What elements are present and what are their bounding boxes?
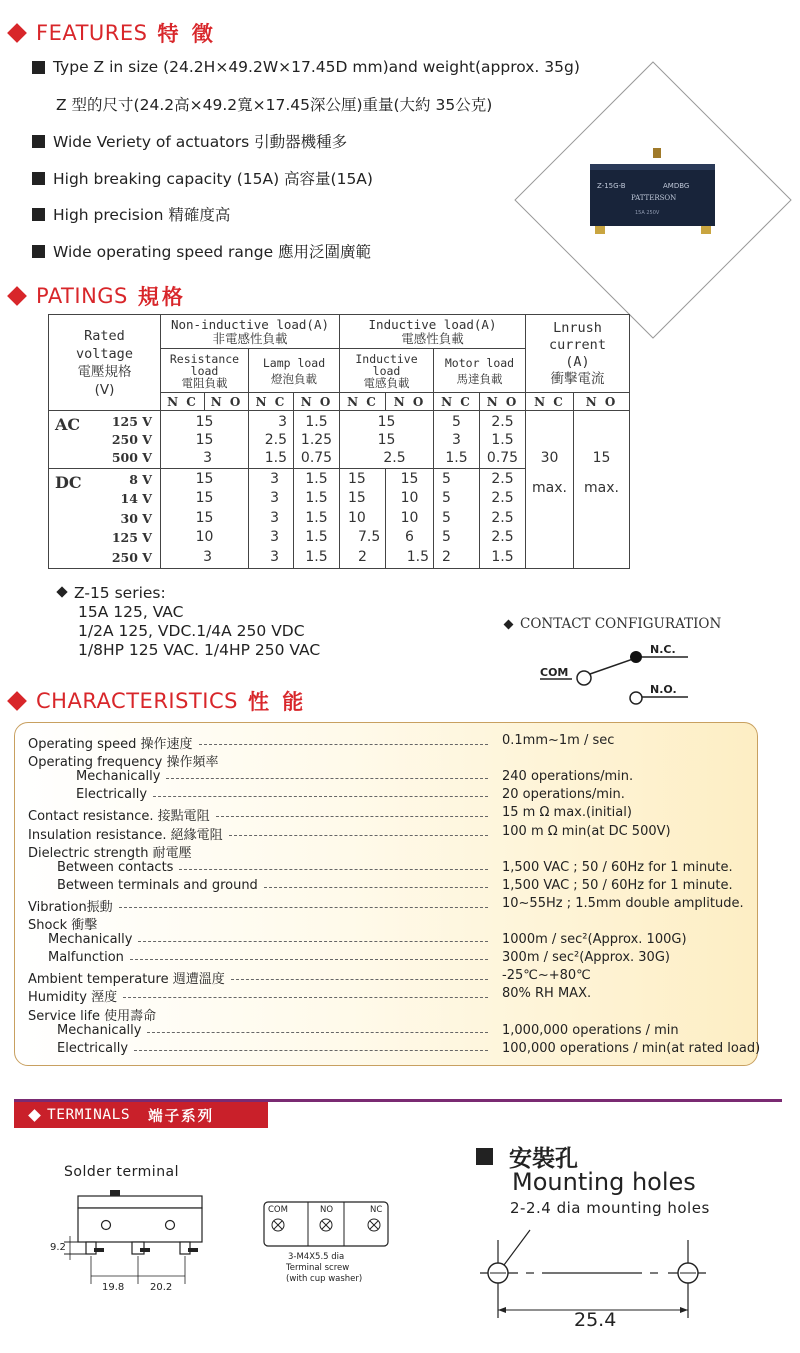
dim-a-label: 19.8	[102, 1282, 125, 1293]
characteristic-value: 100,000 operations / min(at rated load)	[502, 1040, 761, 1056]
characteristic-value: 1,500 VAC ; 50 / 60Hz for 1 minute.	[502, 877, 733, 893]
characteristic-row	[57, 860, 494, 875]
com-screw-label: COM	[268, 1205, 288, 1215]
mount-distance-label: 25.4	[574, 1309, 617, 1331]
no-header: N O	[205, 393, 249, 411]
characteristic-row	[28, 968, 494, 987]
nc-header: N C	[526, 393, 574, 411]
inrush-no-value: 15 max.	[574, 411, 630, 569]
dc-resistance-values: 15 15 15 10 3	[161, 469, 249, 569]
dc-motor-no-values: 2.5 2.5 2.5 2.5 1.5	[480, 469, 526, 569]
characteristic-label: Mechanically	[57, 1022, 142, 1038]
screw-icon	[320, 1219, 332, 1231]
dc-lamp-nc-values: 3 3 3 3 3	[249, 469, 294, 569]
solder-terminal-drawing	[44, 1188, 224, 1298]
characteristic-value: 240 operations/min.	[502, 769, 634, 785]
diamond-bullet-icon	[56, 586, 67, 597]
dc-lamp-no-values: 1.5 1.5 1.5 1.5 1.5	[294, 469, 340, 569]
feature-item: High precision 精確度高	[32, 203, 230, 225]
com-label: COM	[540, 666, 569, 679]
diamond-bullet-icon	[7, 23, 27, 43]
characteristic-value: 300m / sec²(Approx. 30G)	[502, 950, 670, 966]
ac-voltages: 125 V 250 V 500 V	[111, 413, 152, 465]
solder-terminal-label: Solder terminal	[64, 1164, 180, 1180]
ac-motor-no-values: 2.5 1.5 0.75	[480, 411, 526, 469]
no-header: N O	[386, 393, 434, 411]
characteristic-row	[76, 787, 494, 802]
characteristic-label: Contact resistance. 接點電阻	[28, 809, 210, 825]
square-bullet-icon	[32, 61, 45, 74]
motor-header: Motor load 馬達負載	[434, 349, 526, 393]
contact-config-diagram	[536, 638, 696, 708]
characteristic-value: 15 m Ω max.(initial)	[502, 805, 632, 821]
characteristic-value: 80% RH MAX.	[502, 986, 592, 1002]
characteristic-label: Mechanically	[76, 769, 161, 785]
feature-item: Type Z in size (24.2H×49.2W×17.45D mm)and weight(approx. 35g)	[32, 58, 580, 76]
characteristic-value: 1,000,000 operations / min	[502, 1022, 679, 1038]
diamond-bullet-icon	[7, 691, 27, 711]
product-model-text: Z-15G-B	[597, 182, 626, 190]
characteristic-row	[57, 1023, 494, 1038]
characteristic-row	[48, 950, 494, 965]
contact-config-title: CONTACT CONFIGURATION	[505, 616, 721, 632]
characteristic-row	[28, 751, 428, 770]
dot-leader	[147, 1032, 488, 1033]
square-bullet-icon	[32, 208, 45, 221]
square-bullet-icon	[32, 172, 45, 185]
no-header: N O	[480, 393, 526, 411]
dot-leader	[134, 1050, 488, 1051]
characteristic-label: Mechanically	[48, 932, 133, 948]
characteristic-row	[28, 896, 494, 915]
mounting-holes-subtitle: 2-2.4 dia mounting holes	[510, 1199, 710, 1217]
dot-leader	[199, 744, 488, 745]
characteristic-row	[28, 805, 494, 824]
inductive-header: Inductive load(A) 電感性負載	[340, 315, 526, 349]
dc-inductive-no-values: 15 10 10 6 1.5	[386, 469, 434, 569]
characteristics-heading: CHARACTERISTICS 性 能	[10, 686, 306, 716]
mounting-holes-title-en: Mounting holes	[512, 1168, 696, 1196]
ac-label: AC	[55, 415, 81, 434]
ratings-heading: PATINGS 規格	[10, 281, 186, 311]
characteristic-label: Operating frequency 操作頻率	[28, 755, 219, 771]
product-brand-text: PATTERSON	[631, 194, 677, 202]
inrush-header: Lnrush current (A) 衝擊電流	[526, 315, 630, 393]
screw-terminal-drawing	[262, 1200, 392, 1290]
characteristic-value: 100 m Ω min(at DC 500V)	[502, 823, 671, 839]
dot-leader	[130, 959, 488, 960]
diamond-bullet-icon	[7, 286, 27, 306]
no-screw-label: NO	[320, 1205, 334, 1215]
product-photo	[513, 60, 793, 340]
dot-leader	[179, 869, 488, 870]
screw-note-line: 3-M4X5.5 dia	[288, 1252, 345, 1262]
nc-header: N C	[340, 393, 386, 411]
rated-voltage-header: Rated voltage 電壓規格 (V)	[49, 315, 161, 411]
mounting-holes-drawing	[474, 1226, 734, 1336]
product-code-text: AMDBG	[663, 182, 690, 190]
dot-leader	[138, 941, 488, 942]
inductive-load-header: Inductive load 電感負載	[340, 349, 434, 393]
nc-screw-label: NC	[370, 1205, 383, 1215]
characteristic-row	[28, 1005, 428, 1024]
square-bullet-icon	[32, 135, 45, 148]
no-terminal-icon	[630, 692, 642, 704]
characteristic-row	[28, 914, 428, 933]
characteristic-value: 20 operations/min.	[502, 787, 625, 803]
characteristic-label: Ambient temperature 週遭溫度	[28, 972, 225, 988]
characteristic-row	[48, 932, 494, 947]
dot-leader	[229, 835, 488, 836]
characteristic-label: Electrically	[76, 787, 148, 803]
dot-leader	[166, 778, 488, 779]
characteristic-label: Between contacts	[57, 859, 174, 875]
ratings-table	[48, 314, 630, 569]
characteristic-value: 1,500 VAC ; 50 / 60Hz for 1 minute.	[502, 859, 733, 875]
characteristic-row	[28, 824, 494, 843]
characteristic-label: Between terminals and ground	[57, 877, 258, 893]
nc-label: N.C.	[650, 643, 676, 656]
nc-header: N C	[434, 393, 480, 411]
characteristic-row	[76, 769, 494, 784]
screw-note-line: (with cup washer)	[286, 1274, 363, 1284]
diamond-bullet-icon	[504, 619, 514, 629]
characteristic-row	[57, 878, 494, 893]
dot-leader	[231, 979, 488, 980]
characteristic-value: -25℃~+80℃	[502, 968, 591, 984]
ac-resistance-values: 15 15 3	[161, 411, 249, 469]
no-header: N O	[294, 393, 340, 411]
feature-item: Wide operating speed range 應用泛圍廣範	[32, 240, 371, 262]
dot-leader	[153, 796, 488, 797]
dot-leader	[123, 997, 488, 998]
characteristic-label: Vibration振動	[28, 899, 113, 915]
com-terminal-icon	[577, 671, 591, 685]
dc-motor-nc-values: 5 5 5 5 2	[434, 469, 480, 569]
diamond-bullet-icon	[28, 1109, 41, 1122]
characteristic-label: Shock 衝擊	[28, 918, 98, 933]
square-bullet-icon	[476, 1148, 493, 1165]
nc-terminal-icon	[630, 651, 642, 663]
characteristic-label: Humidity 溼度	[28, 990, 118, 1006]
characteristic-label: Operating speed 操作速度	[28, 737, 193, 752]
characteristic-label: Electrically	[57, 1040, 129, 1056]
ac-lamp-nc-values: 3 2.5 1.5	[249, 411, 294, 469]
characteristic-label: Insulation resistance. 絕緣電阻	[28, 827, 223, 843]
feature-item: Wide Veriety of actuators 引動器機種多	[32, 130, 347, 152]
characteristic-label: Malfunction	[48, 950, 124, 966]
no-header: N O	[574, 393, 630, 411]
characteristic-row	[28, 986, 494, 1005]
characteristic-label: Dielectric strength 耐電壓	[28, 845, 192, 861]
characteristic-row	[57, 1041, 494, 1056]
dim-b-label: 20.2	[150, 1282, 173, 1293]
ac-rows	[49, 411, 630, 469]
characteristic-row	[28, 733, 494, 752]
feature-sub-item: Z 型的尺寸(24.2高×49.2寬×17.45深公厘)重量(大約 35公克)	[56, 96, 493, 114]
dot-leader	[119, 907, 488, 908]
screw-icon	[272, 1219, 284, 1231]
terminals-heading: TERMINALS 端子系列	[14, 1102, 268, 1128]
dc-label: DC	[55, 473, 82, 492]
dc-voltages: 8 V 14 V 30 V 125 V 250 V	[111, 471, 152, 565]
dot-leader	[264, 887, 488, 888]
nc-header: N C	[161, 393, 205, 411]
characteristic-value: 10~55Hz ; 1.5mm double amplitude.	[502, 895, 744, 911]
dot-leader	[216, 816, 488, 817]
feature-item: High breaking capacity (15A) 高容量(15A)	[32, 167, 373, 189]
lamp-header: Lamp load 燈泡負載	[249, 349, 340, 393]
ac-motor-nc-values: 5 3 1.5	[434, 411, 480, 469]
screw-icon	[368, 1219, 380, 1231]
characteristic-value: 0.1mm~1m / sec	[502, 733, 615, 748]
ac-inductive-values: 15 15 2.5	[340, 411, 434, 469]
nc-header: N C	[249, 393, 294, 411]
characteristic-label: Service life 使用壽命	[28, 1008, 157, 1024]
ac-lamp-no-values: 1.5 1.25 0.75	[294, 411, 340, 469]
inrush-nc-value: 30 max.	[526, 411, 574, 569]
characteristic-value: 1000m / sec²(Approx. 100G)	[502, 932, 687, 948]
mounting-holes-title-zh: 安裝孔	[476, 1140, 578, 1173]
screw-note-line: Terminal screw	[286, 1263, 350, 1273]
resistance-header: Resistance load 電阻負載	[161, 349, 249, 393]
dim-height-label: 9.2	[50, 1242, 66, 1253]
characteristic-row	[28, 842, 428, 861]
dc-inductive-nc-values: 15 15 10 7.5 2	[340, 469, 386, 569]
non-inductive-header: Non-inductive load(A) 非電感性負載	[161, 315, 340, 349]
no-label: N.O.	[650, 683, 677, 696]
features-heading: FEATURES 特 徵	[10, 18, 216, 48]
series-notes: Z-15 series: 15A 125, VAC 1/2A 125, VDC.1/4A 250 VDC 1/8HP 125 VAC. 1/4HP 250 VAC	[58, 584, 320, 660]
square-bullet-icon	[32, 245, 45, 258]
product-rating-text: 15A 250V	[635, 210, 660, 216]
